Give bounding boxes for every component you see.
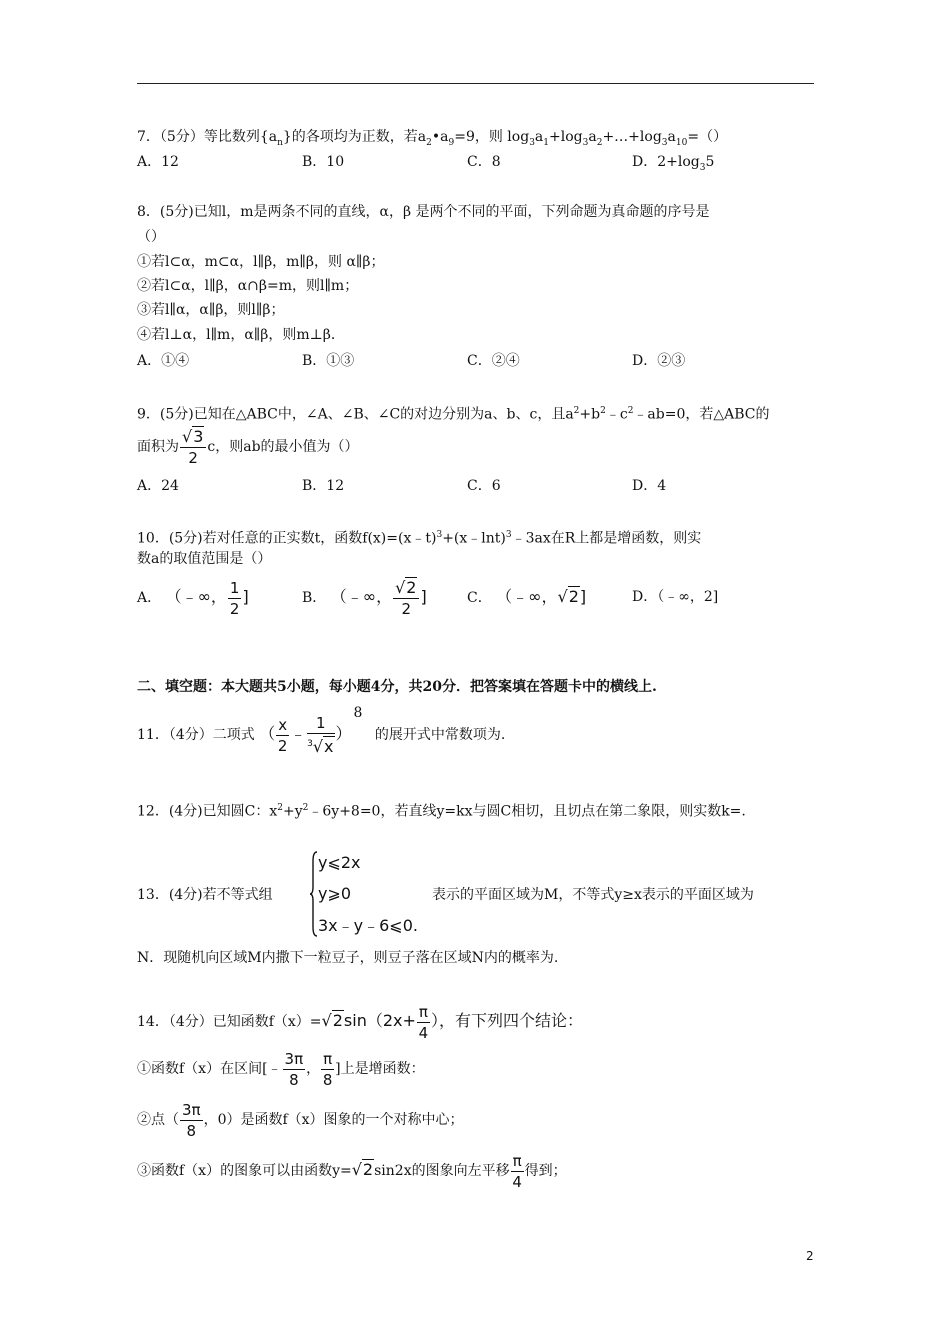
q13-stem-post: 表示的平面区域为M，不等式y≥x表示的平面区域为 xyxy=(432,887,754,903)
page-number: 2 xyxy=(806,1249,814,1263)
q13-row-3: 3x﹣y﹣6⩽0. xyxy=(318,916,418,935)
q13-stem-line2: N．现随机向区域M内撒下一粒豆子，则豆子落在区域N内的概率为. xyxy=(137,950,559,966)
q11-stem: 11．（4分）二项式 （ $\frac{x}{2}$ ﹣ $\frac{1}{^3√x}$ ）8 的展开式中常数项为. xyxy=(137,705,506,756)
q10-option-a[interactable]: A． （﹣∞， $\frac{1}{2}$ ] xyxy=(137,578,249,618)
header-rule xyxy=(137,83,814,84)
q14-conclusion-1: ①函数f（x）在区间[﹣ $\frac{3\pi}{8}$ ， $\frac{\pi}{8}$ ]上是增函数： xyxy=(137,1049,425,1089)
q7-options xyxy=(137,153,817,171)
q8-options xyxy=(137,352,817,370)
q10-options xyxy=(137,574,817,620)
q7-option-c[interactable]: C．8 xyxy=(467,154,501,170)
q9-stem-line2: 面积为 $\frac{√3}{2}$ c，则ab的最小值为（） xyxy=(137,426,359,467)
brace-icon xyxy=(310,851,318,937)
q8-option-c[interactable]: C．②④ xyxy=(467,353,520,369)
q10-option-b[interactable]: B． （﹣∞， $\frac{√2}{2}$ ] xyxy=(302,577,427,618)
q8-item-1: ①若l⊂α，m⊂α，l∥β，m∥β，则 α∥β； xyxy=(137,254,385,270)
q9-options xyxy=(137,477,817,495)
q10-option-c[interactable]: C． （﹣∞，√2] xyxy=(467,587,587,606)
q8-item-2: ②若l⊂α，l∥β，α∩β=m，则l∥m； xyxy=(137,278,359,294)
section2-heading: 二、填空题：本大题共5小题，每小题4分，共20分．把答案填在答题卡中的横线上. xyxy=(137,679,657,695)
q10-option-d[interactable]: D．（﹣∞，2] xyxy=(632,589,719,605)
q9-option-b[interactable]: B．12 xyxy=(302,478,345,494)
q9-option-d[interactable]: D．4 xyxy=(632,478,667,494)
q8-stem-line2: （） xyxy=(137,229,165,245)
q14-stem: 14．（4分）已知函数f（x）=√2sin（2x+ $\frac{\pi}{4}$ ），有下列四个结论： xyxy=(137,1002,583,1042)
q13-row-1: y⩽2x xyxy=(318,853,361,872)
q9-option-c[interactable]: C．6 xyxy=(467,478,501,494)
q9-stem-line1: 9．(5分)已知在△ABC中，∠A、∠B、∠C的对边分别为a、b、c，且$a^2+b^2﹣c^2﹣ab=0$，若△ABC的 xyxy=(137,406,770,423)
q13-stem-pre: 13．(4分)若不等式组 xyxy=(137,887,273,903)
q8-item-3: ③若l∥α，α∥β，则l∥β； xyxy=(137,302,285,318)
q14-conclusion-3: ③函数f（x）的图象可以由函数y=√2sin2x的图象向左平移 $\frac{\pi}{4}$ 得到； xyxy=(137,1151,567,1191)
q13-inequality-system xyxy=(310,851,428,939)
q10-stem-line2: 数a的取值范围是（） xyxy=(137,551,272,567)
q8-stem-line1: 8．(5分)已知l，m是两条不同的直线，α，β 是两个不同的平面，下列命题为真命题的序号是 xyxy=(137,204,710,220)
q9-fraction: $\frac{√3}{2}$ xyxy=(180,427,206,468)
q7-option-a[interactable]: A．12 xyxy=(137,154,179,170)
q12-stem: 12．(4分)已知圆C：$x^2+y^2﹣6y+8=0$，若直线y=kx与圆C相切，且切点在第二象限，则实数k=. xyxy=(137,803,746,820)
q7-option-b[interactable]: B．10 xyxy=(302,154,345,170)
q14-conclusion-2: ②点（ $\frac{3\pi}{8}$ ，0）是函数f（x）图象的一个对称中心； xyxy=(137,1100,464,1140)
q8-option-d[interactable]: D．②③ xyxy=(632,353,686,369)
q9-option-a[interactable]: A．24 xyxy=(137,478,179,494)
q7-option-d[interactable]: D．$2+\log_35$ xyxy=(632,154,715,173)
q8-option-b[interactable]: B．①③ xyxy=(302,353,355,369)
q10-stem-line1: 10．(5分)若对任意的正实数t，函数f(x)=(x﹣t)$^3$+(x﹣lnt)$^3$﹣3ax在R上都是增函数，则实 xyxy=(137,530,702,547)
q13-row-2: y⩾0 xyxy=(318,884,352,903)
q7-stem: 7．（5分）等比数列$\{a_n\}$的各项均为正数，若$a_2•a_9=9$，则 $\log_3a_1+\log_3a_2+\dots+\log_3a_{10}=()$ xyxy=(137,129,728,148)
q8-option-a[interactable]: A．①④ xyxy=(137,353,190,369)
q8-item-4: ④若l⊥α，l∥m，α∥β，则m⊥β． xyxy=(137,327,345,343)
